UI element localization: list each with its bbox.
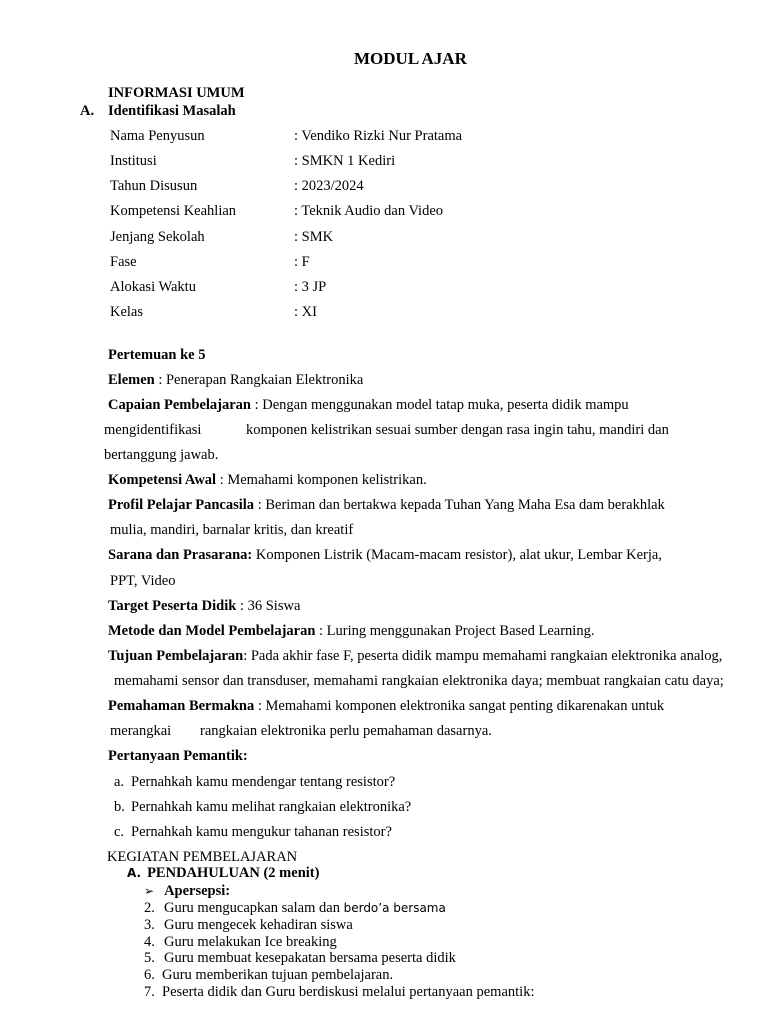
arrow-bullet-icon: ➢ <box>144 884 155 898</box>
info-label: Alokasi Waktu <box>110 279 196 295</box>
section-a-title: Identifikasi Masalah <box>108 103 236 119</box>
pemahaman-label: Pemahaman Bermakna <box>108 698 255 714</box>
metode-label: Metode dan Model Pembelajaran <box>108 623 316 639</box>
pemahaman-line-1 <box>108 698 664 715</box>
tujuan-text-1: : Pada akhir fase F, peserta didik mampu memahami rangkaian elektronika analog, <box>243 648 723 664</box>
pemahaman-line-2a: merangkai <box>110 723 172 739</box>
question-marker: c. <box>114 824 125 840</box>
info-label: Kompetensi Keahlian <box>110 203 237 219</box>
kompetensi-awal-label: Kompetensi Awal <box>108 472 217 488</box>
capaian-line-1 <box>108 397 629 414</box>
step-number: 5. <box>144 950 155 966</box>
info-value: : XI <box>294 304 317 320</box>
info-label: Tahun Disusun <box>110 178 198 194</box>
pertanyaan-heading: Pertanyaan Pemantik: <box>108 748 248 764</box>
profil-line-2: mulia, mandiri, barnalar kritis, dan kreatif <box>110 522 354 538</box>
info-value: : Teknik Audio dan Video <box>294 203 444 219</box>
step-number: 7. <box>144 984 155 1000</box>
capaian-label: Capaian Pembelajaran <box>108 397 251 413</box>
step-text-extra: berdo’a bersama <box>343 901 446 915</box>
info-label: Institusi <box>110 153 157 169</box>
question-text: Pernahkah kamu mengukur tahanan resistor? <box>131 824 392 840</box>
capaian-line-2b: komponen kelistrikan sesuai sumber dengan rasa ingin tahu, mandiri dan <box>246 422 669 438</box>
metode-text: : Luring menggunakan Project Based Learning. <box>315 623 595 639</box>
elemen-text: : Penerapan Rangkaian Elektronika <box>154 372 364 388</box>
info-value: : F <box>294 254 310 270</box>
step-text: Guru melakukan Ice breaking <box>164 934 337 950</box>
capaian-line-3: bertanggung jawab. <box>104 447 219 463</box>
pemahaman-text-1: : Memahami komponen elektronika sangat penting dikarenakan untuk <box>254 698 665 714</box>
step-number: 3. <box>144 917 155 933</box>
info-value: : SMKN 1 Kediri <box>294 153 396 169</box>
question-marker: a. <box>114 774 125 790</box>
info-value: : 3 JP <box>294 279 327 295</box>
sarana-line-2: PPT, Video <box>110 573 176 589</box>
page-title: MODUL AJAR <box>354 49 467 68</box>
kompetensi-awal-line <box>108 472 427 489</box>
capaian-text-1: : Dengan menggunakan model tatap muka, peserta didik mampu <box>250 397 629 413</box>
target-label: Target Peserta Didik <box>108 598 237 614</box>
info-label: Fase <box>110 254 137 270</box>
step-number: 6. <box>144 967 155 983</box>
target-text: : 36 Siswa <box>236 598 301 614</box>
step-text: Guru membuat kesepakatan bersama peserta didik <box>164 950 456 966</box>
sarana-label: Sarana dan Prasarana: <box>108 547 253 563</box>
step-text: Guru memberikan tujuan pembelajaran. <box>162 967 394 983</box>
kompetensi-awal-text: : Memahami komponen kelistrikan. <box>216 472 427 488</box>
sarana-text-1: Komponen Listrik (Macam-macam resistor), alat ukur, Lembar Kerja, <box>252 547 662 563</box>
info-value: : SMK <box>294 229 334 245</box>
section-a-marker: A. <box>80 103 95 119</box>
target-line <box>108 598 300 615</box>
step-text: Peserta didik dan Guru berdiskusi melalui pertanyaan pemantik: <box>162 984 535 1000</box>
info-label: Nama Penyusun <box>110 128 205 144</box>
sarana-line-1 <box>108 547 662 564</box>
step-number: 4. <box>144 934 155 950</box>
profil-line-1 <box>108 497 665 514</box>
apersepsi-line <box>144 883 230 900</box>
kegiatan-heading: KEGIATAN PEMBELAJARAN <box>107 849 298 865</box>
info-label: Kelas <box>110 304 144 320</box>
pendahuluan-text: PENDAHULUAN (2 menit) <box>147 865 320 881</box>
question-marker: b. <box>114 799 125 815</box>
elemen-line <box>108 372 363 389</box>
profil-text-1: : Beriman dan bertakwa kepada Tuhan Yang Maha Esa dam berakhlak <box>254 497 665 513</box>
question-text: Pernahkah kamu melihat rangkaian elektronika? <box>131 799 412 815</box>
pendahuluan-heading <box>127 865 319 882</box>
pemahaman-line-2b: rangkaian elektronika perlu pemahaman dasarnya. <box>200 723 492 739</box>
step-text-main: Guru mengucapkan salam dan <box>164 900 340 916</box>
pendahuluan-marker: A. <box>127 866 142 880</box>
step-text <box>164 900 446 917</box>
profil-label: Profil Pelajar Pancasila <box>108 497 255 513</box>
info-value: : 2023/2024 <box>294 178 364 194</box>
step-text: Guru mengecek kehadiran siswa <box>164 917 353 933</box>
apersepsi-label: Apersepsi: <box>164 883 231 899</box>
tujuan-label: Tujuan Pembelajaran <box>108 648 244 664</box>
info-label: Jenjang Sekolah <box>110 229 205 245</box>
pertemuan-heading: Pertemuan ke 5 <box>108 347 206 363</box>
elemen-label: Elemen <box>108 372 155 388</box>
step-number: 2. <box>144 900 155 916</box>
question-text: Pernahkah kamu mendengar tentang resistor? <box>131 774 396 790</box>
capaian-line-2a: mengidentifikasi <box>104 422 202 438</box>
tujuan-line-1 <box>108 648 722 665</box>
info-value: : Vendiko Rizki Nur Pratama <box>294 128 463 144</box>
section-heading-informasi-umum: INFORMASI UMUM <box>108 85 245 101</box>
tujuan-line-2: memahami sensor dan transduser, memahami rangkaian elektronika daya; membuat rangkaian catu daya; <box>114 673 724 689</box>
metode-line <box>108 623 594 640</box>
